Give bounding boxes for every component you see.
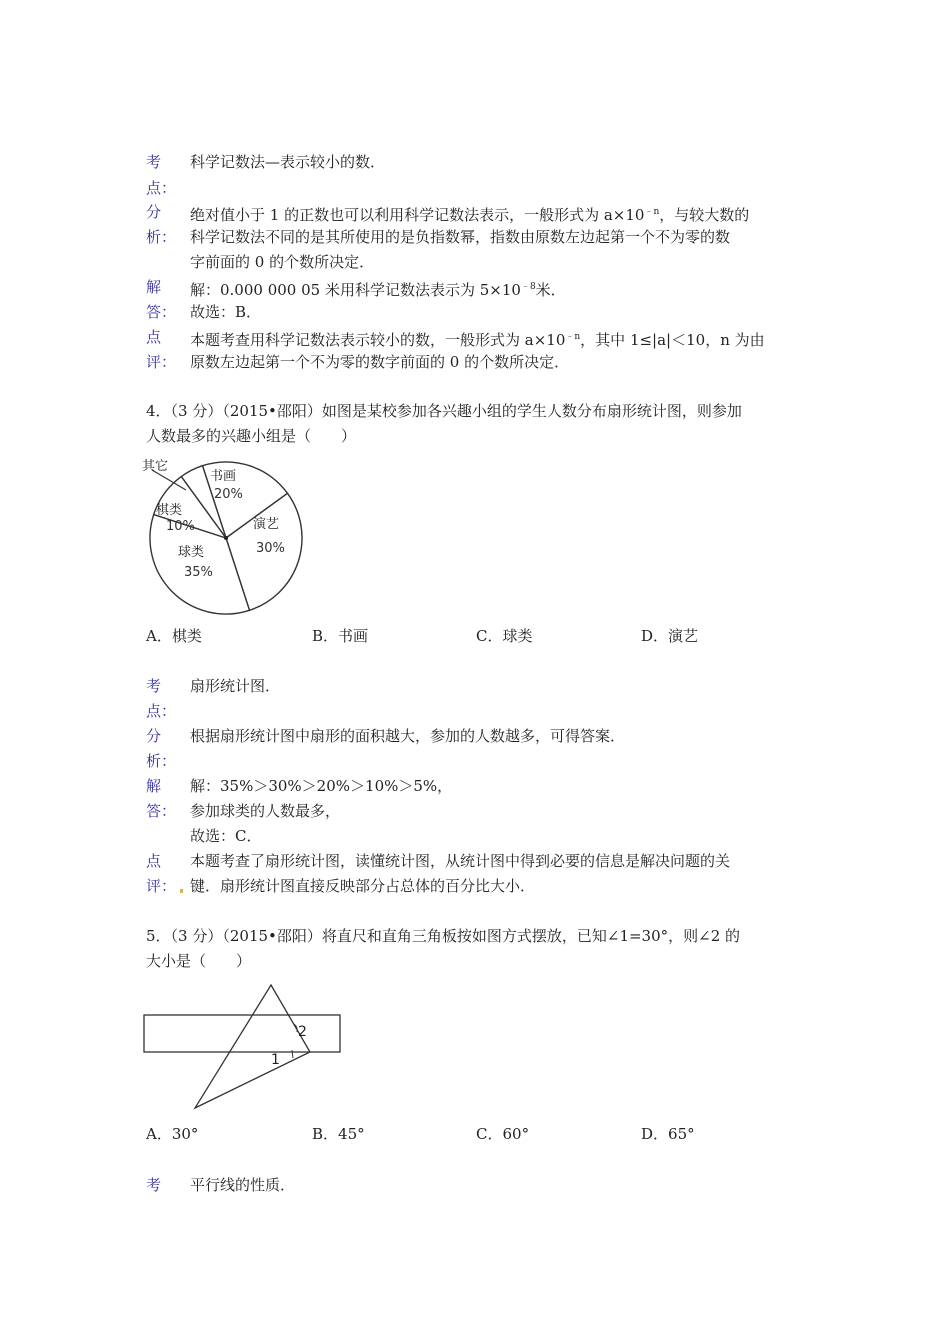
fenxi-line-1: 绝对值小于 1 的正数也可以利用科学记数法表示，一般形式为 $a\times 10^{﹣n}$，与较大数的 <box>190 206 750 224</box>
question-4-options <box>146 624 826 648</box>
question-4-line-2: 人数最多的兴趣小组是（ ） <box>146 427 357 445</box>
q4-jieda-row-3 <box>146 824 826 850</box>
dianping-line-1: 本题考查用科学记数法表示较小的数，一般形式为 $a\times 10^{﹣n}$，其中 1≤|a|＜10，n 为由 <box>190 331 765 349</box>
kaodian-row-2 <box>146 176 826 202</box>
q4-kaodian-text: 扇形统计图． <box>190 677 281 695</box>
slice-label-chess: 棋类 <box>156 503 183 518</box>
pie-slices <box>150 462 302 614</box>
angle-2-label: 2 <box>298 1024 307 1040</box>
q4-dianping-label: 点 <box>146 852 162 870</box>
q4-jieda-label: 解 <box>146 777 162 795</box>
q5-kaodian-row <box>146 1173 826 1199</box>
q4-fenxi-text: 根据扇形统计图中扇形的面积越大，参加的人数越多，可得答案． <box>190 727 626 745</box>
slice-value-calligraphy: 20% <box>214 487 243 502</box>
q4-kaodian-label: 考 <box>146 677 162 695</box>
dianping-label: 点 <box>146 328 162 346</box>
jieda-row-2 <box>146 300 826 326</box>
q4-jieda-line-3: 故选：C． <box>190 827 262 845</box>
q4-dianping-row <box>146 849 826 875</box>
q4-jieda-row-2 <box>146 799 826 825</box>
q4-jieda-line-2: 参加球类的人数最多， <box>190 802 341 820</box>
fenxi-row-3 <box>146 250 826 276</box>
q4-fenxi-label: 分 <box>146 727 162 745</box>
q4-dianping-label-2: 评： <box>146 874 183 898</box>
slice-label-performance: 演艺 <box>253 517 280 532</box>
kaodian-text: 科学记数法—表示较小的数． <box>190 153 386 171</box>
jieda-line-2: 故选：B． <box>190 303 262 321</box>
q4-jieda-line-1: 解：35%＞30%＞20%＞10%＞5%， <box>190 777 453 795</box>
ruler-triangle-figure <box>140 980 350 1112</box>
question-5-options <box>146 1122 826 1146</box>
set-square-triangle <box>195 985 310 1108</box>
angle-1-label: 1 <box>271 1052 280 1068</box>
option-b[interactable]: B．书画 <box>312 627 369 645</box>
option-a[interactable]: A．棋类 <box>146 627 202 645</box>
q5-kaodian-text: 平行线的性质． <box>190 1176 296 1194</box>
dianping-line-2: 原数左边起第一个不为零的数字前面的 0 的个数所决定． <box>190 353 570 371</box>
fenxi-line-2: 科学记数法不同的是其所使用的是负指数幂，指数由原数左边起第一个不为零的数 <box>190 228 731 246</box>
jieda-line-1: 解：0.000 000 05 米用科学记数法表示为 $5\times 10^{﹣8}$米． <box>190 281 566 299</box>
q4-jieda-label-2: 答： <box>146 802 177 820</box>
q4-dianping-line-2: 键．扇形统计图直接反映部分占总体的百分比大小． <box>190 877 536 895</box>
question-5-line-2: 大小是（ ） <box>146 952 252 970</box>
jieda-label-2: 答： <box>146 303 177 321</box>
kaodian-row <box>146 150 826 176</box>
angle-1-arc <box>292 1050 293 1058</box>
dianping-label-2: 评： <box>146 353 177 371</box>
q4-kaodian-label-2: 点： <box>146 702 177 720</box>
slice-label-calligraphy: 书画 <box>210 469 237 484</box>
fenxi-row-2 <box>146 225 826 251</box>
option-d[interactable]: D．演艺 <box>641 627 699 645</box>
dianping-row <box>146 325 826 351</box>
dianping-row-2 <box>146 350 826 376</box>
fenxi-row <box>146 200 826 226</box>
slice-value-ball: 35% <box>184 565 213 580</box>
option-c[interactable]: C．60° <box>476 1125 530 1143</box>
jieda-row <box>146 275 826 301</box>
kaodian-label: 考 <box>146 153 162 171</box>
option-a[interactable]: A．30° <box>146 1125 199 1143</box>
option-b[interactable]: B．45° <box>312 1125 365 1143</box>
q4-kaodian-row <box>146 674 826 700</box>
option-c[interactable]: C．球类 <box>476 627 533 645</box>
q4-kaodian-row-2 <box>146 699 826 725</box>
kaodian-label-2: 点： <box>146 179 177 197</box>
q4-jieda-row <box>146 774 826 800</box>
slice-label-other: 其它 <box>142 459 169 474</box>
slice-label-ball: 球类 <box>178 545 205 560</box>
q4-fenxi-row-2 <box>146 749 826 775</box>
q4-fenxi-label-2: 析： <box>146 752 177 770</box>
slice-value-performance: 30% <box>256 541 285 556</box>
fenxi-line-3: 字前面的 0 的个数所决定． <box>190 253 375 271</box>
fenxi-label: 分 <box>146 203 162 221</box>
jieda-label: 解 <box>146 278 162 296</box>
slice-value-chess: 10% <box>166 519 195 534</box>
question-5-line-1: 5．（3 分）（2015•邵阳）将直尺和直角三角板按如图方式摆放，已知∠1=30°，则∠2 的 <box>146 927 741 945</box>
pie-center-dot <box>224 536 228 540</box>
scan-mark <box>180 889 183 893</box>
q5-kaodian-label: 考 <box>146 1176 162 1194</box>
fenxi-label-2: 析： <box>146 228 177 246</box>
ruler-rect <box>144 1015 340 1052</box>
pie-chart <box>140 452 310 618</box>
q4-dianping-row-2 <box>146 874 826 900</box>
option-d[interactable]: D．65° <box>641 1125 695 1143</box>
q4-dianping-line-1: 本题考查了扇形统计图，读懂统计图，从统计图中得到必要的信息是解决问题的关 <box>190 852 731 870</box>
question-4-line-1: 4．（3 分）（2015•邵阳）如图是某校参加各兴趣小组的学生人数分布扇形统计图，则参加 <box>146 402 742 420</box>
q4-fenxi-row <box>146 724 826 750</box>
